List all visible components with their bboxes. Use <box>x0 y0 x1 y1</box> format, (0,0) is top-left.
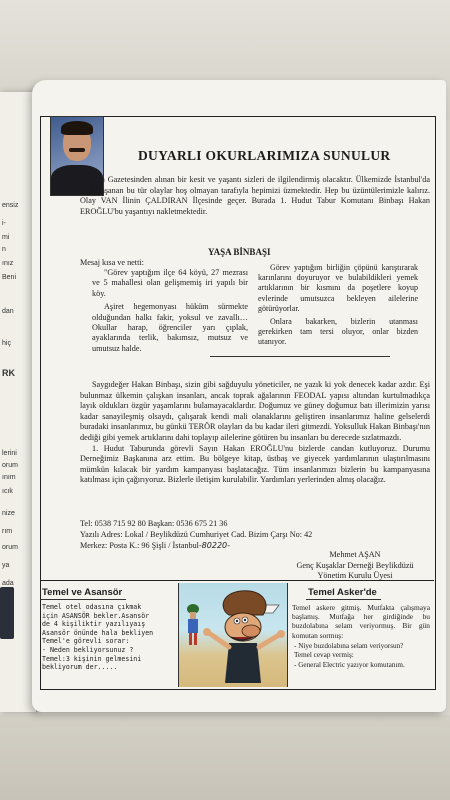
joke-line: - Neden bekliyorsunuz ? <box>42 645 134 654</box>
joke-line: Asansör önünde hala bekliyen <box>42 628 154 637</box>
left-page-fragment: rım <box>2 528 13 535</box>
joke-line: - General Electric yazıyor komutanım. <box>294 660 405 669</box>
article-title: DUYARLI OKURLARIMIZA SUNULUR <box>138 148 391 163</box>
left-page-fragment: mi <box>2 234 10 241</box>
left-page-fragment: ada <box>2 580 14 587</box>
left-page-fragment: hiç <box>2 340 11 347</box>
joke-right-text: Temel askere gitmiş. Mutfakta çalışmaya başlamış. Mutfağa her girdiğinde bu buzdolabına selam veriyormuş. Bir gün komutan sormuş: <box>292 603 430 640</box>
background-bottom <box>0 715 450 800</box>
left-page-fragment: dan <box>2 308 14 315</box>
joke-line: için ASANSÖR bekler.Asansör <box>42 611 150 620</box>
signature-role: Yönetim Kurulu Üyesi <box>317 571 393 580</box>
joke-left-title: Temel ve Asansör <box>40 587 126 600</box>
article-body <box>80 380 430 486</box>
joke-line: Temel cevap vermiş: <box>294 651 354 660</box>
cartoon-drawing <box>179 583 287 687</box>
article-intro: Takvim Gazetesinden alınan bir kesit ve yaşantı sizleri de ilgilendirmiş olacaktır. Ülkemizde İstanbul'da dahi yaşanan bu tür olaylar hoş olmayan tarafıyla hepimizi üzmektedir. Hep bu üzüntülerimizle kalırız. Olay VAN İlinin ÇALDIRAN İlçesinde geçer. Burada 1. Hudut Tabur Komutanı Binbaşı Hakan EROĞLU'bu yaşantıyı nakletmektedir. <box>80 175 430 216</box>
contact-center-text: Merkez: Posta K.: 96 Şişli / İstanbul- <box>80 541 202 550</box>
joke-left-lines <box>42 603 176 672</box>
contact-info <box>80 518 312 551</box>
joke-line: Temel:3 kişinin gelmesini <box>42 654 142 663</box>
quote-paragraph: Aşiret hegemonyası hüküm sürmekte olduğundan halkı fakir, yoksul ve zavallı… Okullar harap, öğrenciler yarı çıplak, ayaklarında terlik, bakımsız, mutsuz ve umutsuz halde. <box>92 302 248 353</box>
quote-left-column <box>92 268 248 357</box>
left-page-fragment: n <box>2 246 6 253</box>
left-page-fragment: orum <box>2 462 18 469</box>
left-page-fragment: i- <box>2 220 6 227</box>
signature-name: Mehmet AŞAN <box>329 550 381 559</box>
joke-line: de 4 kişiliktir yazılıyaış <box>42 620 146 629</box>
message-intro: Mesaj kısa ve netti: <box>80 258 144 267</box>
quote-paragraph: "Görev yaptığım ilçe 64 köyü, 27 mezrası ve 5 mahallesi olan gelişmemiş iri yapılı bir köy. <box>92 268 248 298</box>
left-page-fragment: nize <box>2 510 15 517</box>
left-page-fragment: orum <box>2 544 18 551</box>
joke-right-title: Temel Asker'de <box>306 587 381 600</box>
left-page-fragment: RK <box>2 368 15 378</box>
joke-left <box>40 582 176 688</box>
contact-phone: Tel: 0538 715 92 80 Başkan: 0536 675 21 36 <box>80 519 228 528</box>
joke-line: bekliyorum der..... <box>42 663 118 672</box>
body-paragraph: Saygıdeğer Hakan Binbaşı, sizin gibi sağduyulu yöneticiler, ne yazık ki yok denecek kadar azdır. Eşi bulunmaz ülkemin çalışkan insanları, ancak toprak ağalarının FEODAL yapısı altından kurtulmadıkça layık oldukları özgür yaşamlarını bulamayacaklardır. Doğumuz ve güney doğumuz batı illerimizin yarısı kadar sanayileşmiş olsaydı, çalışarak kendi mali olanaklarını geliştiren insanlarımız haline gelselerdi buradaki insanlarımız, bu günkü TERÖR olayları da bu kadar ileri gitmezdi. Yoksulluk Hakan Binbaşı'nın dediği gibi yemek artıklarını dahi toplayıp ailelerine götüren bu insanları bu derecede sızlatmazdı. <box>80 380 430 442</box>
signature-org: Genç Kuşaklar Derneği Beylikdüzü <box>296 560 414 570</box>
quote-right-column <box>258 263 418 351</box>
left-page-fragment: lerini <box>2 450 17 457</box>
signature-block <box>280 550 430 582</box>
section-title: YAŞA BİNBAŞI <box>208 247 271 257</box>
left-page-fragment: ensiz <box>2 202 19 209</box>
contact-address: Yazılı Adres: Lokal / Beylikdüzü Cumhuriyet Cad. Bizim Çarşı No: 42 <box>80 530 313 539</box>
joke-right <box>288 582 434 688</box>
cartoon-illustration <box>178 583 288 687</box>
joke-line: Temel'e görevli sorar: <box>42 637 130 646</box>
handwritten-postcode: 80220- <box>201 541 231 550</box>
contact-center <box>80 540 312 551</box>
left-page-fragment: ıcık <box>2 488 13 495</box>
left-page-fragment: Beni <box>2 274 17 281</box>
joke-line: - Niye buzdolabına selam veriyorsun? <box>294 641 404 650</box>
quote-paragraph: Onlara bakarken, bizlerin utanması gerekirken tam tersi oluyor, onlar bizden utanıyor. <box>258 317 418 347</box>
quote-paragraph: Görev yaptığım birliğin çöpünü karıştırarak karınlarını doyuruyor ve bulabildikleri yemek artıklarının bir kısmını da poşetlere koyup evlerinde umutsuzca bekleyen ailelerine götürüyorlar. <box>258 263 418 313</box>
joke-line: Temel otel odasına çıkmak <box>42 603 142 611</box>
left-page-dark-block <box>0 587 14 639</box>
left-page-fragment: ınız <box>2 260 14 267</box>
left-page-fragment: ınım <box>2 474 16 481</box>
left-page-fragment: ya <box>2 562 10 569</box>
joke-right-lines <box>294 642 434 670</box>
divider <box>210 356 390 357</box>
body-paragraph: 1. Hudut Taburunda görevli Sayın Hakan EROĞLU'nu bizlerde candan kutluyoruz. Durumu Derneğimiz Başkanına arz ettim. Bu bölgeye kitap, üstbaş ve giyecek yardımlarının ulaştırılmasını mümkün kılacak bir yardım kampanyası başlatacağız. Tüm insanlarımızı bizlerin bu kampanyasına katılması için çağırıyoruz. Bizlerle iletişim kurulabilir. Yardımları yerlerinden almış olacağız. <box>80 443 430 485</box>
